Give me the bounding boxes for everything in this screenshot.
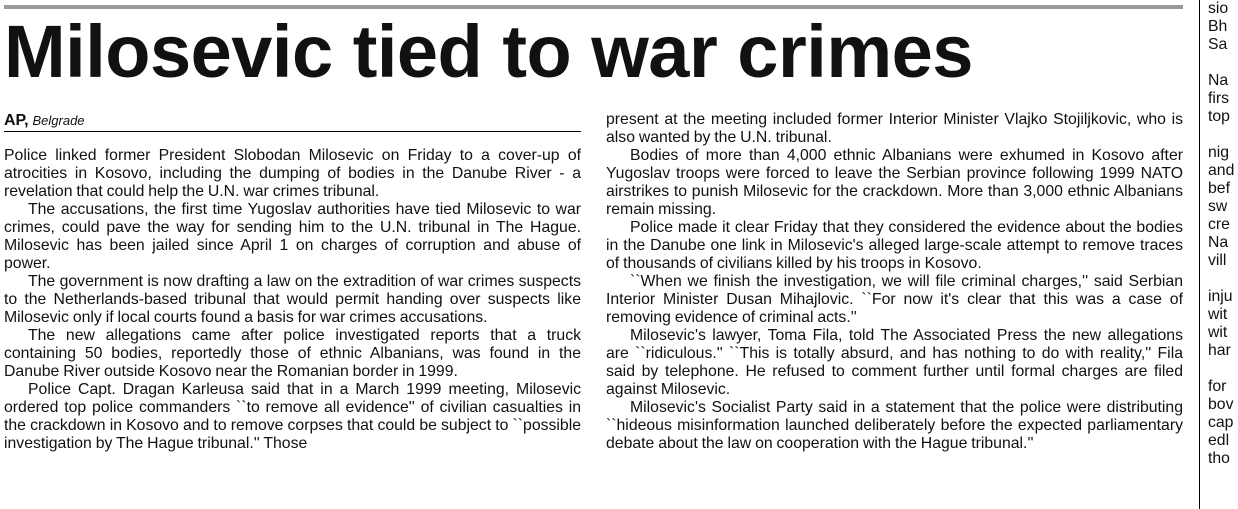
text-fragment: inju — [1208, 288, 1233, 305]
article-column-2 — [606, 111, 1183, 453]
text-fragment: cre — [1208, 216, 1230, 233]
paragraph: Police made it clear Friday that they considered the evidence about the bodies in the Danube one link in Milosevic's alleged large-scale attempt to remove traces of thousands of civilians killed by his troops in Kosovo. — [606, 219, 1183, 272]
text-fragment: har — [1208, 342, 1231, 359]
paragraph: The new allegations came after police investigated reports that a truck containing 50 bodies, reportedly those of ethnic Albanians, was found in the Danube River outside Kosovo near the Romanian border in 1999. — [4, 327, 581, 380]
text-fragment: bef — [1208, 180, 1230, 197]
text-fragment — [1208, 360, 1238, 378]
byline-agency: AP, — [4, 112, 29, 129]
text-fragment: for — [1208, 378, 1227, 395]
text-fragment: sio — [1208, 0, 1229, 17]
text-fragment: Sa — [1208, 36, 1228, 53]
article-column-1 — [4, 147, 581, 453]
text-fragment: Na — [1208, 234, 1229, 251]
text-fragment — [1208, 126, 1238, 144]
top-rule — [4, 5, 1183, 9]
column-divider — [1199, 0, 1200, 509]
text-fragment — [1208, 270, 1238, 288]
text-fragment: vill — [1208, 252, 1227, 269]
byline — [4, 110, 85, 131]
paragraph: Milosevic's Socialist Party said in a statement that the police were distributing ``hideous misinformation launched deliberately before the expected parliamentary debate about the law on cooperation with the Hague tribunal.'' — [606, 399, 1183, 452]
paragraph: Bodies of more than 4,000 ethnic Albanians were exhumed in Kosovo after Yugoslav troops were forced to leave the Serbian province following 1999 NATO airstrikes to punish Milosevic for the crackdown. More than 3,000 ethnic Albanians remain missing. — [606, 147, 1183, 218]
paragraph: ``When we finish the investigation, we will file criminal charges,'' said Serbian Interior Minister Dusan Mihajlovic. ``For now it's clear that this was a case of removing evidence of criminal acts.'' — [606, 273, 1183, 326]
text-fragment: edl — [1208, 432, 1230, 449]
text-fragment: wit — [1208, 306, 1228, 323]
text-fragment: Bh — [1208, 18, 1228, 35]
adjacent-article-fragment — [1208, 0, 1238, 468]
text-fragment: tho — [1208, 450, 1230, 467]
text-fragment: bov — [1208, 396, 1234, 413]
text-fragment: Na — [1208, 72, 1229, 89]
text-fragment: top — [1208, 108, 1230, 125]
headline: Milosevic tied to war crimes — [4, 10, 973, 93]
text-fragment: nig — [1208, 144, 1230, 161]
text-fragment: wit — [1208, 324, 1228, 341]
paragraph: Milosevic's lawyer, Toma Fila, told The Associated Press the new allegations are ``ridiculous.'' ``This is totally absurd, and has nothing to do with reality,'' Fila said by telephone. He refused to comment further until formal charges are filed against Milosevic. — [606, 327, 1183, 398]
paragraph: The accusations, the first time Yugoslav authorities have tied Milosevic to war crimes, could pave the way for sending him to the U.N. tribunal in The Hague. Milosevic has been jailed since April 1 on charges of corruption and abuse of power. — [4, 201, 581, 272]
text-fragment — [1208, 54, 1238, 72]
text-fragment: cap — [1208, 414, 1234, 431]
paragraph: present at the meeting included former Interior Minister Vlajko Stojiljkovic, who is also wanted by the U.N. tribunal. — [606, 111, 1183, 146]
text-fragment: and — [1208, 162, 1235, 179]
byline-rule — [4, 131, 581, 132]
paragraph: Police linked former President Slobodan Milosevic on Friday to a cover-up of atrocities in Kosovo, including the dumping of bodies in the Danube River - a revelation that could help the U.N. war crimes tribunal. — [4, 147, 581, 200]
byline-dateline: Belgrade — [32, 113, 85, 128]
paragraph: The government is now drafting a law on the extradition of war crimes suspects to the Netherlands-based tribunal that would permit handing over suspects like Milosevic only if local courts found a basis for war crimes accusations. — [4, 273, 581, 326]
paragraph: Police Capt. Dragan Karleusa said that in a March 1999 meeting, Milosevic ordered top police commanders ``to remove all evidence'' of civilian casualties in the crackdown in Kosovo and to remove corpses that could be subject to ``possible investigation by The Hague tribunal.'' Those — [4, 381, 581, 452]
text-fragment: sw — [1208, 198, 1228, 215]
text-fragment: firs — [1208, 90, 1230, 107]
